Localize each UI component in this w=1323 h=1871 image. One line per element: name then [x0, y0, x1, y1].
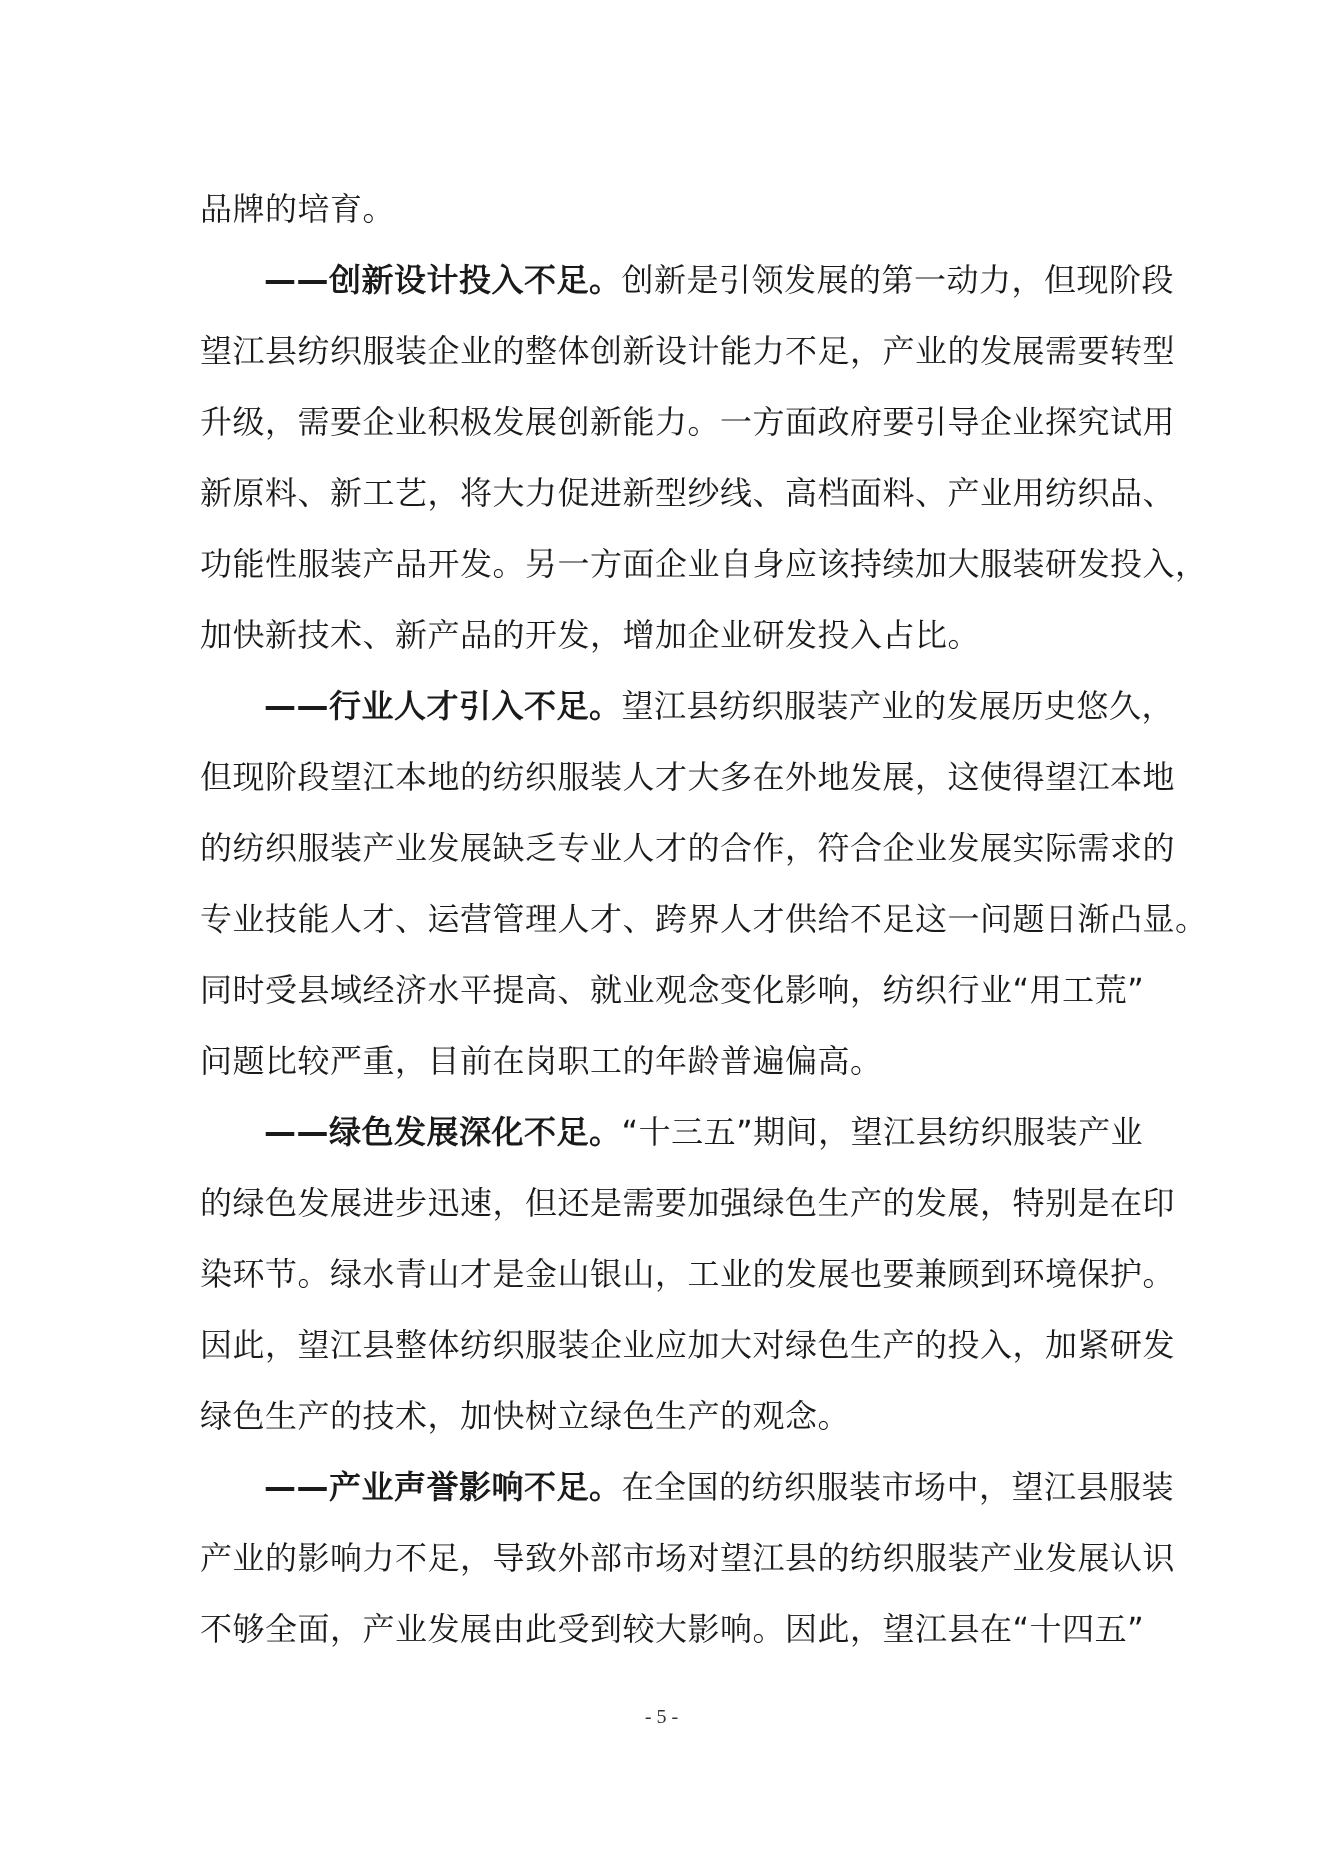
- paragraph-first-line: [200, 1452, 1175, 1523]
- page-number: - 5 -: [644, 1706, 679, 1728]
- body-text: [200, 174, 1208, 1665]
- text-line: 绿色生产的技术，加快树立绿色生产的观念。: [200, 1397, 851, 1435]
- text-line: 功能性服装产品开发。另一方面企业自身应该持续加大服装研发投入，: [200, 545, 1208, 583]
- text-line: 问题比较严重，目前在岗职工的年龄普遍偏高。: [200, 1042, 883, 1080]
- paragraph-first-line: [200, 245, 1175, 316]
- text-line: 加快新技术、新产品的开发，增加企业研发投入占比。: [200, 616, 981, 654]
- text-line: 不够全面，产业发展由此受到较大影响。因此，望江县在“十四五”: [200, 1610, 1145, 1648]
- text-line: 的绿色发展进步迅速，但还是需要加强绿色生产的发展，特别是在印: [200, 1184, 1176, 1222]
- text-line: 同时受县域经济水平提高、就业观念变化影响，纺织行业“用工荒”: [200, 971, 1145, 1009]
- section-heading: ——绿色发展深化不足。: [264, 1113, 622, 1151]
- text-line: 望江县纺织服装企业的整体创新设计能力不足，产业的发展需要转型: [200, 332, 1176, 370]
- paragraph-first-line: [200, 671, 1175, 742]
- section-heading: ——创新设计投入不足。: [264, 261, 622, 299]
- text-run: 创新是引领发展的第一动力，但现阶段: [621, 261, 1175, 299]
- text-line: 因此，望江县整体纺织服装企业应加大对绿色生产的投入，加紧研发: [200, 1326, 1176, 1364]
- text-line: 新原料、新工艺，将大力促进新型纱线、高档面料、产业用纺织品、: [200, 474, 1176, 512]
- text-run: 望江县纺织服装产业的发展历史悠久，: [621, 687, 1175, 725]
- text-line: 但现阶段望江本地的纺织服装人才大多在外地发展，这使得望江本地: [200, 758, 1176, 796]
- text-line: 升级，需要企业积极发展创新能力。一方面政府要引导企业探究试用: [200, 403, 1176, 441]
- section-heading: ——行业人才引入不足。: [264, 687, 622, 725]
- text-line: 的纺织服装产业发展缺乏专业人才的合作，符合企业发展实际需求的: [200, 829, 1176, 867]
- text-run: 在全国的纺织服装市场中，望江县服装: [621, 1468, 1175, 1506]
- paragraph-first-line: [200, 1097, 1144, 1168]
- text-run: “十三五”期间，望江县纺织服装产业: [621, 1113, 1144, 1151]
- text-line: 专业技能人才、运营管理人才、跨界人才供给不足这一问题日渐凸显。: [200, 900, 1208, 938]
- text-line: 产业的影响力不足，导致外部市场对望江县的纺织服装产业发展认识: [200, 1539, 1176, 1577]
- text-line: 染环节。绿水青山才是金山银山，工业的发展也要兼顾到环境保护。: [200, 1255, 1176, 1293]
- section-heading: ——产业声誉影响不足。: [264, 1468, 622, 1506]
- text-line: 品牌的培育。: [200, 190, 396, 228]
